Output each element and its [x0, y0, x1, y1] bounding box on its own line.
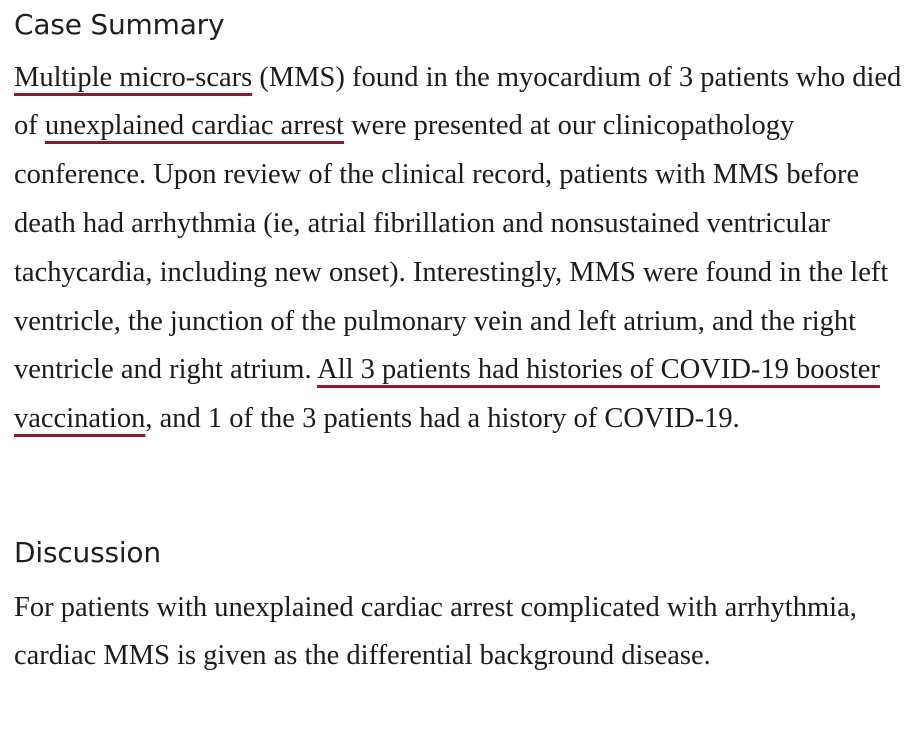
- case-summary-heading: Case Summary: [14, 8, 225, 41]
- case-summary-section: [14, 8, 905, 444]
- highlighted-phrase: Multiple micro-scars: [14, 61, 253, 93]
- text-segment: were presented at our clinicopathology conference. Upon review of the clinical record, patients with MMS before death had arrhythmia (ie, atrial fibrillation and nonsustained ventricular tachycardia, including new onset). Interestingly, MMS were found in the left ventricle, the junction of the pulmonary vein and left atrium, and the right ventricle and right atrium.: [14, 110, 889, 386]
- discussion-paragraph: For patients with unexplained cardiac arrest complicated with arrhythmia, cardiac MMS is given as the differential background disease.: [14, 591, 857, 672]
- case-summary-paragraph: [14, 54, 905, 444]
- text-segment: (MMS) found in the myocardium of 3 patients who died of: [14, 61, 902, 142]
- highlighted-phrase: All 3 patients had histories of COVID-19 booster vaccination: [14, 354, 880, 435]
- discussion-section: [14, 536, 905, 681]
- text-segment: , and 1 of the 3 patients had a history of COVID-19.: [145, 403, 740, 435]
- discussion-heading: Discussion: [14, 536, 161, 569]
- highlighted-phrase: unexplained cardiac arrest: [44, 110, 344, 142]
